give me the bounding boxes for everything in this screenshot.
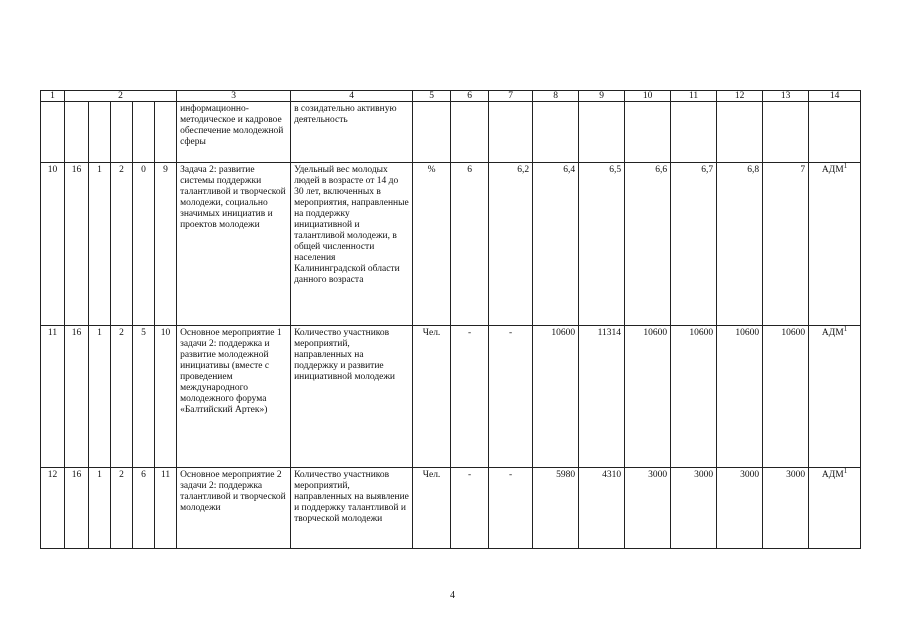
code-subprogram: 1 bbox=[89, 468, 111, 549]
indicators-table bbox=[40, 90, 861, 549]
code-indicator: 9 bbox=[155, 163, 177, 326]
row-value-6: - bbox=[451, 326, 489, 468]
row-value-13: 7 bbox=[763, 163, 809, 326]
code-program: 16 bbox=[65, 326, 89, 468]
row-number: 11 bbox=[41, 326, 65, 468]
header-col-5: 5 bbox=[413, 91, 451, 102]
row-value-7: - bbox=[489, 468, 533, 549]
responsible-label: АДМ bbox=[821, 328, 844, 338]
responsible-label: АДМ bbox=[821, 165, 844, 175]
table-row bbox=[41, 326, 861, 468]
code-subprogram: 1 bbox=[89, 163, 111, 326]
row-responsible bbox=[809, 163, 861, 326]
header-col-4: 4 bbox=[291, 91, 413, 102]
continuation-row bbox=[41, 102, 861, 163]
row-value-12: 10600 bbox=[717, 326, 763, 468]
row-value-6: 6 bbox=[451, 163, 489, 326]
row-description: Основное мероприятие 2 задачи 2: поддержка талантливой и творческой молодежи bbox=[177, 468, 291, 549]
header-col-2: 2 bbox=[65, 91, 177, 102]
row-value-7: - bbox=[489, 326, 533, 468]
footnote-marker: 1 bbox=[843, 162, 848, 170]
header-col-3: 3 bbox=[177, 91, 291, 102]
table-row bbox=[41, 468, 861, 549]
row-value-10: 3000 bbox=[625, 468, 671, 549]
code-task: 2 bbox=[111, 326, 133, 468]
header-col-11: 11 bbox=[671, 91, 717, 102]
code-indicator: 11 bbox=[155, 468, 177, 549]
row-value-9: 4310 bbox=[579, 468, 625, 549]
row-value-6: - bbox=[451, 468, 489, 549]
row-number: 10 bbox=[41, 163, 65, 326]
header-row bbox=[41, 91, 861, 102]
page-number: 4 bbox=[450, 590, 455, 601]
header-col-9: 9 bbox=[579, 91, 625, 102]
header-col-6: 6 bbox=[451, 91, 489, 102]
row-unit: Чел. bbox=[413, 326, 451, 468]
row-value-8: 6,4 bbox=[533, 163, 579, 326]
code-program: 16 bbox=[65, 163, 89, 326]
footnote-marker: 1 bbox=[843, 325, 848, 333]
continuation-description: информационно-методическое и кадровое обеспечение молодежной сферы bbox=[177, 102, 291, 163]
row-number: 12 bbox=[41, 468, 65, 549]
code-event: 6 bbox=[133, 468, 155, 549]
continuation-indicator: в созидательно активную деятельность bbox=[291, 102, 413, 163]
row-value-8: 5980 bbox=[533, 468, 579, 549]
header-col-14: 14 bbox=[809, 91, 861, 102]
code-event: 5 bbox=[133, 326, 155, 468]
row-value-13: 3000 bbox=[763, 468, 809, 549]
row-responsible bbox=[809, 468, 861, 549]
row-value-10: 10600 bbox=[625, 326, 671, 468]
code-event: 0 bbox=[133, 163, 155, 326]
header-col-8: 8 bbox=[533, 91, 579, 102]
responsible-label: АДМ bbox=[821, 470, 844, 480]
row-value-7: 6,2 bbox=[489, 163, 533, 326]
row-responsible bbox=[809, 326, 861, 468]
row-description: Основное мероприятие 1 задачи 2: поддержка и развитие молодежной инициативы (вместе с проведением международного молодежного форума «Балтийский Артек») bbox=[177, 326, 291, 468]
header-col-13: 13 bbox=[763, 91, 809, 102]
row-value-12: 3000 bbox=[717, 468, 763, 549]
footnote-marker: 1 bbox=[843, 467, 848, 475]
row-unit: Чел. bbox=[413, 468, 451, 549]
row-value-9: 11314 bbox=[579, 326, 625, 468]
code-task: 2 bbox=[111, 468, 133, 549]
row-value-13: 10600 bbox=[763, 326, 809, 468]
row-value-9: 6,5 bbox=[579, 163, 625, 326]
row-value-11: 6,7 bbox=[671, 163, 717, 326]
row-value-11: 3000 bbox=[671, 468, 717, 549]
row-indicator: Удельный вес молодых людей в возрасте от 14 до 30 лет, включенных в мероприятия, направленные на поддержку инициативной и талантливой молодежи, в общей численности населения Калининградской области данного возраста bbox=[291, 163, 413, 326]
row-indicator: Количество участников мероприятий, направленных на выявление и поддержку талантливой и творческой молодежи bbox=[291, 468, 413, 549]
table-row bbox=[41, 163, 861, 326]
code-task: 2 bbox=[111, 163, 133, 326]
row-value-8: 10600 bbox=[533, 326, 579, 468]
row-indicator: Количество участников мероприятий, направленных на поддержку и развитие инициативной молодежи bbox=[291, 326, 413, 468]
header-col-1: 1 bbox=[41, 91, 65, 102]
row-value-12: 6,8 bbox=[717, 163, 763, 326]
header-col-10: 10 bbox=[625, 91, 671, 102]
code-indicator: 10 bbox=[155, 326, 177, 468]
header-col-7: 7 bbox=[489, 91, 533, 102]
row-value-10: 6,6 bbox=[625, 163, 671, 326]
row-description: Задача 2: развитие системы поддержки талантливой и творческой молодежи, социально значимых инициатив и проектов молодежи bbox=[177, 163, 291, 326]
row-value-11: 10600 bbox=[671, 326, 717, 468]
code-program: 16 bbox=[65, 468, 89, 549]
row-unit: % bbox=[413, 163, 451, 326]
header-col-12: 12 bbox=[717, 91, 763, 102]
code-subprogram: 1 bbox=[89, 326, 111, 468]
